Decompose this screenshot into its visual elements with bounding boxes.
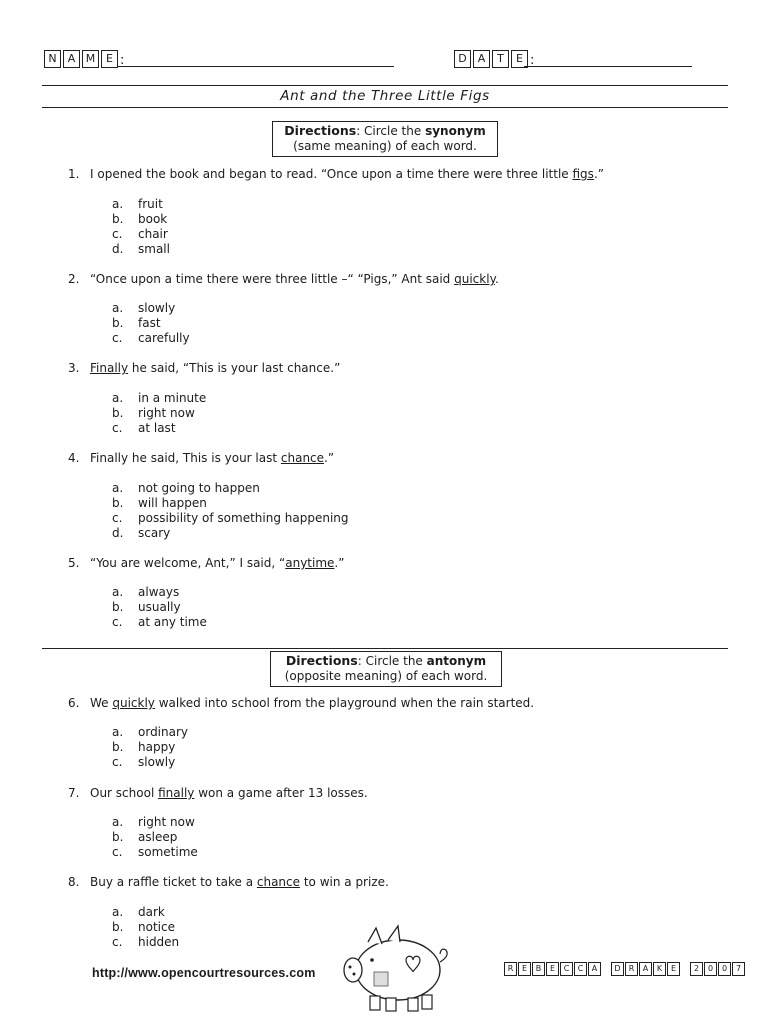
directions-label: Directions bbox=[284, 123, 357, 138]
option-text: at any time bbox=[138, 615, 207, 629]
question-text-end: .” bbox=[324, 451, 335, 465]
name-letter: A bbox=[63, 50, 80, 68]
author-year-digit: 7 bbox=[732, 962, 745, 976]
answer-option[interactable] bbox=[112, 526, 170, 541]
answer-option[interactable] bbox=[112, 905, 165, 920]
target-word: finally bbox=[158, 786, 195, 800]
question bbox=[68, 556, 344, 570]
answer-option[interactable] bbox=[112, 725, 188, 740]
directions-text: : Circle the bbox=[357, 654, 427, 668]
date-letter: A bbox=[473, 50, 490, 68]
option-text: small bbox=[138, 242, 170, 256]
option-text: slowly bbox=[138, 301, 176, 315]
question-number: 4. bbox=[68, 451, 80, 465]
option-letter: d. bbox=[112, 242, 124, 256]
footer-url[interactable]: http://www.opencourtresources.com bbox=[92, 966, 316, 980]
option-text: notice bbox=[138, 920, 175, 934]
option-text: right now bbox=[138, 815, 195, 829]
worksheet-title: Ant and the Three Little Figs bbox=[280, 88, 490, 104]
question-text: “You are welcome, Ant,” I said, “ bbox=[90, 556, 286, 570]
author-letter: A bbox=[588, 962, 601, 976]
option-text: usually bbox=[138, 600, 181, 614]
question-number: 7. bbox=[68, 786, 80, 800]
option-letter: c. bbox=[112, 755, 123, 769]
author-letter: A bbox=[639, 962, 652, 976]
author-letter: R bbox=[504, 962, 517, 976]
name-colon: : bbox=[120, 53, 125, 68]
answer-option[interactable] bbox=[112, 212, 167, 227]
author-letter: E bbox=[546, 962, 559, 976]
target-word: Finally bbox=[90, 361, 129, 375]
directions-keyword: synonym bbox=[425, 124, 486, 138]
answer-option[interactable] bbox=[112, 227, 168, 242]
answer-option[interactable] bbox=[112, 585, 179, 600]
option-text: in a minute bbox=[138, 391, 207, 405]
answer-option[interactable] bbox=[112, 755, 175, 770]
option-letter: a. bbox=[112, 481, 124, 495]
answer-option[interactable] bbox=[112, 331, 190, 346]
question-number: 8. bbox=[68, 875, 80, 889]
option-text: happy bbox=[138, 740, 176, 754]
option-letter: c. bbox=[112, 845, 123, 859]
author-signature bbox=[504, 962, 745, 976]
question-text: “Once upon a time there were three little –“ “Pigs,” Ant said bbox=[90, 272, 455, 286]
option-letter: b. bbox=[112, 920, 124, 934]
question-text-end: walked into school from the playground when the rain started. bbox=[154, 696, 535, 710]
author-year-digit: 0 bbox=[704, 962, 717, 976]
target-word: anytime bbox=[285, 556, 335, 570]
option-letter: b. bbox=[112, 830, 124, 844]
directions-line2: (same meaning) of each word. bbox=[293, 139, 477, 153]
author-year-digit: 2 bbox=[690, 962, 703, 976]
answer-option[interactable] bbox=[112, 845, 198, 860]
option-text: always bbox=[138, 585, 180, 599]
option-text: dark bbox=[138, 905, 165, 919]
option-letter: b. bbox=[112, 496, 124, 510]
answer-option[interactable] bbox=[112, 935, 179, 950]
answer-option[interactable] bbox=[112, 740, 175, 755]
question-text: Finally he said, This is your last bbox=[90, 451, 281, 465]
answer-option[interactable] bbox=[112, 511, 349, 526]
author-letter: D bbox=[611, 962, 624, 976]
directions-line2: (opposite meaning) of each word. bbox=[284, 669, 488, 683]
answer-option[interactable] bbox=[112, 600, 181, 615]
target-word: chance bbox=[280, 451, 325, 465]
option-letter: c. bbox=[112, 227, 123, 241]
question bbox=[68, 875, 389, 889]
directions-text: : Circle the bbox=[356, 124, 426, 138]
section-divider bbox=[42, 648, 728, 649]
question bbox=[68, 696, 534, 710]
question-text-end: .” bbox=[334, 556, 345, 570]
date-letter: D bbox=[454, 50, 471, 68]
answer-option[interactable] bbox=[112, 406, 195, 421]
option-letter: a. bbox=[112, 585, 124, 599]
option-letter: a. bbox=[112, 815, 124, 829]
answer-option[interactable] bbox=[112, 481, 260, 496]
author-letter: B bbox=[532, 962, 545, 976]
name-field[interactable] bbox=[118, 66, 394, 67]
question-number: 2. bbox=[68, 272, 80, 286]
option-letter: b. bbox=[112, 212, 124, 226]
author-letter: E bbox=[667, 962, 680, 976]
option-text: will happen bbox=[138, 496, 207, 510]
option-text: not going to happen bbox=[138, 481, 260, 495]
option-letter: c. bbox=[112, 935, 123, 949]
question bbox=[68, 361, 340, 375]
option-letter: c. bbox=[112, 421, 123, 435]
answer-option[interactable] bbox=[112, 316, 161, 331]
title-rule-top bbox=[42, 85, 728, 86]
option-letter: b. bbox=[112, 316, 124, 330]
date-colon: : bbox=[530, 53, 535, 68]
author-letter: C bbox=[574, 962, 587, 976]
date-letter: T bbox=[492, 50, 509, 68]
author-year-digit: 0 bbox=[718, 962, 731, 976]
option-text: fruit bbox=[138, 197, 163, 211]
option-letter: c. bbox=[112, 331, 123, 345]
target-word: figs bbox=[572, 167, 594, 181]
directions-keyword: antonym bbox=[426, 654, 487, 668]
option-text: fast bbox=[138, 316, 161, 330]
option-letter: b. bbox=[112, 600, 124, 614]
option-letter: c. bbox=[112, 615, 123, 629]
answer-option[interactable] bbox=[112, 920, 175, 935]
option-text: carefully bbox=[138, 331, 190, 345]
question-text-end: . bbox=[494, 272, 499, 286]
question-text: We bbox=[90, 696, 113, 710]
option-letter: c. bbox=[112, 511, 123, 525]
author-letter: C bbox=[560, 962, 573, 976]
option-text: slowly bbox=[138, 755, 176, 769]
answer-option[interactable] bbox=[112, 496, 207, 511]
answer-option[interactable] bbox=[112, 301, 175, 316]
date-letter: E bbox=[511, 50, 528, 68]
option-text: at last bbox=[138, 421, 176, 435]
option-text: asleep bbox=[138, 830, 178, 844]
answer-option[interactable] bbox=[112, 391, 206, 406]
answer-option[interactable] bbox=[112, 421, 176, 436]
option-letter: d. bbox=[112, 526, 124, 540]
question-text: I opened the book and began to read. “Once upon a time there were three little bbox=[90, 167, 573, 181]
option-text: possibility of something happening bbox=[138, 511, 349, 525]
question bbox=[68, 272, 499, 286]
answer-option[interactable] bbox=[112, 197, 163, 212]
option-letter: a. bbox=[112, 391, 124, 405]
question-number: 6. bbox=[68, 696, 80, 710]
date-field[interactable] bbox=[524, 66, 692, 67]
name-letter: E bbox=[101, 50, 118, 68]
answer-option[interactable] bbox=[112, 615, 207, 630]
question bbox=[68, 167, 604, 181]
question-text-end: he said, “This is your last chance.” bbox=[128, 361, 341, 375]
target-word: quickly bbox=[112, 696, 155, 710]
target-word: chance bbox=[256, 875, 301, 889]
author-letter: K bbox=[653, 962, 666, 976]
author-letter: E bbox=[518, 962, 531, 976]
option-text: right now bbox=[138, 406, 195, 420]
target-word: quickly bbox=[454, 272, 495, 286]
title-rule-bottom bbox=[42, 107, 728, 108]
directions-box-synonym bbox=[272, 121, 498, 157]
name-label bbox=[44, 50, 124, 68]
question bbox=[68, 451, 334, 465]
answer-option[interactable] bbox=[112, 815, 195, 830]
answer-option[interactable] bbox=[112, 242, 170, 257]
option-letter: b. bbox=[112, 406, 124, 420]
question-number: 5. bbox=[68, 556, 80, 570]
option-letter: a. bbox=[112, 725, 124, 739]
question-number: 3. bbox=[68, 361, 80, 375]
question-text: Our school bbox=[90, 786, 159, 800]
option-text: ordinary bbox=[138, 725, 189, 739]
option-letter: a. bbox=[112, 301, 124, 315]
option-letter: b. bbox=[112, 740, 124, 754]
pig-illustration bbox=[336, 920, 456, 1020]
question-text-end: .” bbox=[593, 167, 604, 181]
name-letter: M bbox=[82, 50, 99, 68]
directions-label: Directions bbox=[285, 653, 358, 668]
directions-box-antonym bbox=[270, 651, 502, 687]
question-text-end: to win a prize. bbox=[300, 875, 389, 889]
date-label bbox=[454, 50, 534, 68]
option-letter: a. bbox=[112, 905, 124, 919]
question-text-end: won a game after 13 losses. bbox=[194, 786, 368, 800]
answer-option[interactable] bbox=[112, 830, 177, 845]
question bbox=[68, 786, 368, 800]
name-letter: N bbox=[44, 50, 61, 68]
option-text: chair bbox=[138, 227, 168, 241]
question-number: 1. bbox=[68, 167, 80, 181]
question-text: Buy a raffle ticket to take a bbox=[90, 875, 257, 889]
option-text: scary bbox=[138, 526, 171, 540]
option-letter: a. bbox=[112, 197, 124, 211]
author-letter: R bbox=[625, 962, 638, 976]
option-text: sometime bbox=[138, 845, 198, 859]
option-text: book bbox=[138, 212, 168, 226]
option-text: hidden bbox=[138, 935, 180, 949]
